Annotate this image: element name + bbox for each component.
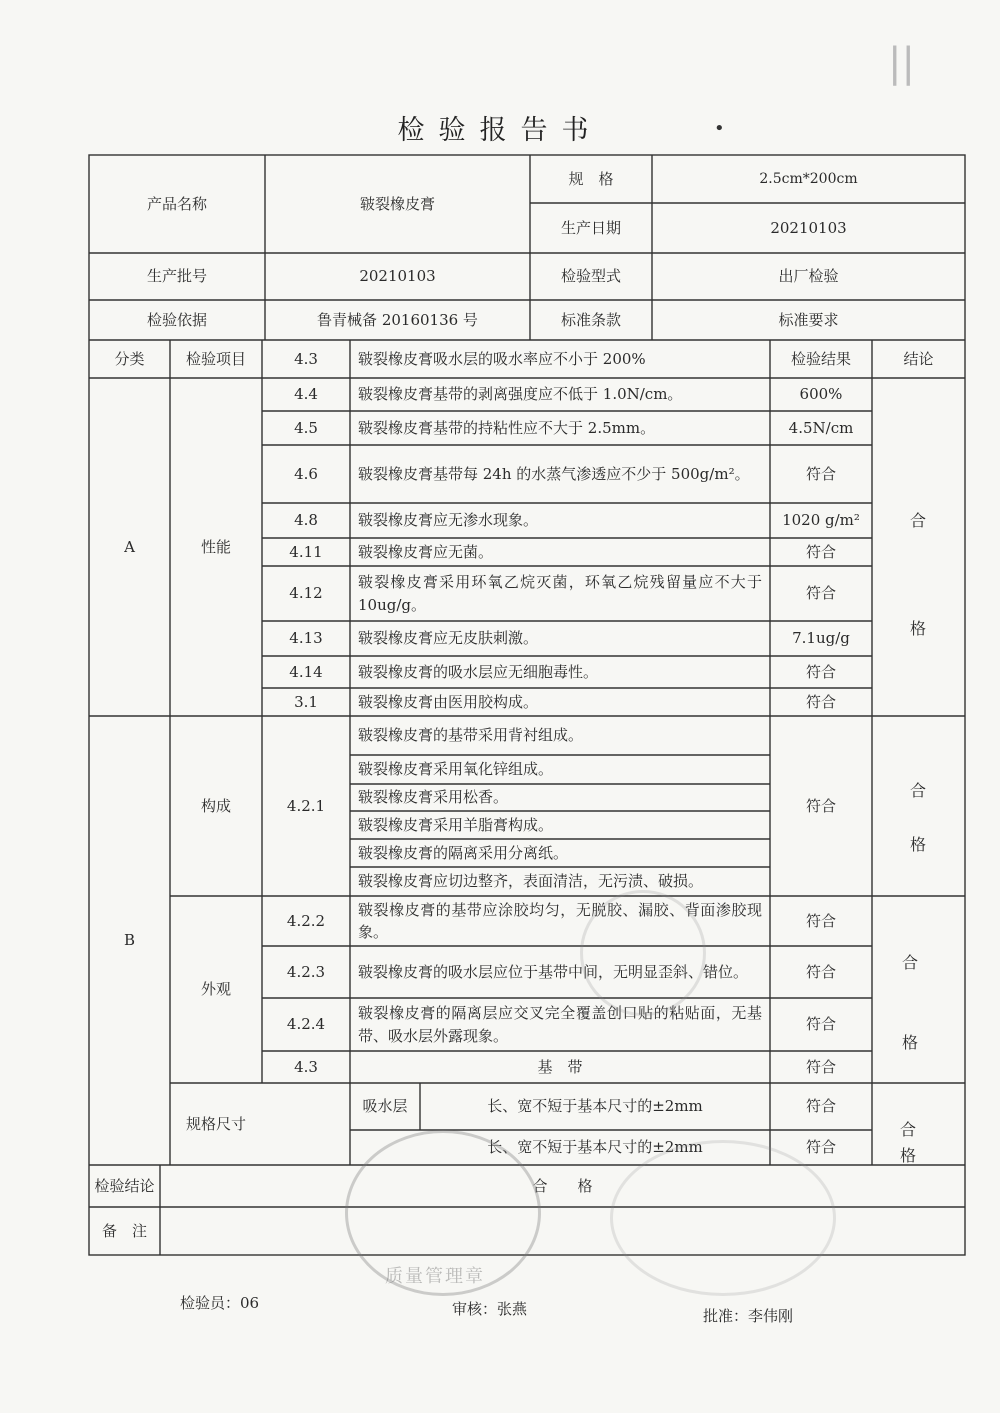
a-row-3-clause: 4.8 [294, 511, 318, 530]
first-row-clause: 4.3 [294, 349, 318, 368]
composition-req-0: 皲裂橡皮膏的基带采用背衬组成。 [358, 726, 584, 745]
appearance-row-0-clause: 4.2.2 [286, 911, 326, 930]
appearance-item: 外观 [200, 980, 231, 999]
clause-value: 标准要求 [778, 310, 839, 329]
ink-dot: • [714, 118, 725, 139]
col-conclusion: 结论 [903, 349, 934, 368]
size-row-1-result: 符合 [805, 1138, 836, 1157]
composition-item: 构成 [200, 796, 231, 815]
basis-label: 检验依据 [146, 310, 207, 329]
size-row-0-sub: 吸水层 [362, 1097, 408, 1116]
group-a-item: 性能 [200, 537, 231, 556]
faint-stamp-2 [610, 1140, 836, 1296]
batch-value: 20210103 [359, 267, 436, 286]
a-row-4-result: 符合 [805, 542, 836, 561]
composition-req-3: 皲裂橡皮膏采用羊脂膏构成。 [358, 815, 554, 834]
remarks-value [160, 1207, 965, 1255]
group-a-conclusion-2: 格 [909, 619, 926, 638]
product-name: 皲裂橡皮膏 [359, 194, 435, 213]
a-row-6-req: 皲裂橡皮膏应无皮肤刺激。 [358, 629, 539, 648]
a-row-4-clause: 4.11 [289, 542, 323, 561]
a-row-5-clause: 4.12 [289, 584, 323, 603]
size-conclusion-2: 格 [899, 1146, 916, 1165]
col-item: 检验项目 [185, 349, 246, 368]
appearance-conclusion-1: 合 [901, 953, 918, 972]
col-category: 分类 [114, 349, 145, 368]
appearance-row-2-req: 皲裂橡皮膏的隔离层应交叉完全覆盖创口贴的粘贴面，无基带、吸水层外露现象。 [358, 1004, 762, 1045]
spec-label: 规 格 [568, 169, 614, 188]
conclusion-label: 检验结论 [94, 1176, 155, 1195]
inspect-type-value: 出厂检验 [778, 267, 839, 286]
size-row-0-result: 符合 [805, 1097, 836, 1116]
quality-stamp-text: 质量管理章 [385, 1266, 485, 1287]
composition-req-1: 皲裂橡皮膏采用氧化锌组成。 [358, 760, 554, 779]
appearance-row-2-result: 符合 [805, 1015, 836, 1034]
a-row-2-result: 符合 [805, 464, 836, 483]
composition-clause: 4.2.1 [286, 796, 326, 815]
prod-date-label: 生产日期 [560, 218, 621, 237]
composition-result: 符合 [805, 796, 836, 815]
a-row-7-req: 皲裂橡皮膏的吸水层应无细胞毒性。 [358, 662, 599, 681]
approver: 批准：李伟刚 [703, 1307, 794, 1325]
a-row-3-req: 皲裂橡皮膏应无渗水现象。 [358, 511, 539, 530]
conclusion-value: 合 格 [532, 1176, 593, 1195]
composition-conclusion-1: 合 [909, 781, 926, 800]
batch-label: 生产批号 [146, 267, 207, 286]
clause-label: 标准条款 [560, 310, 621, 329]
a-row-3-result: 1020 g/m² [782, 511, 860, 530]
appearance-row-0-req: 皲裂橡皮膏的基带应涂胶均匀，无脱胶、漏胶、背面渗胶现象。 [358, 900, 762, 941]
a-row-0-req: 皲裂橡皮膏基带的剥离强度应不低于 1.0N/cm。 [358, 385, 683, 404]
faint-stamp [580, 890, 706, 1016]
appearance-conclusion-2: 格 [901, 1033, 918, 1052]
a-row-1-req: 皲裂橡皮膏基带的持粘性应不大于 2.5mm。 [358, 418, 656, 437]
inspect-type-label: 检验型式 [560, 267, 621, 286]
a-row-8-result: 符合 [805, 692, 836, 711]
a-row-5-result: 符合 [805, 584, 836, 603]
a-row-6-clause: 4.13 [289, 629, 323, 648]
appearance-row-1-clause: 4.2.3 [286, 962, 326, 981]
size-item: 规格尺寸 [185, 1114, 246, 1133]
a-row-0-result: 600% [799, 385, 843, 404]
a-row-7-clause: 4.14 [289, 662, 323, 681]
a-row-8-clause: 3.1 [294, 692, 318, 711]
appearance-row-1-result: 符合 [805, 962, 836, 981]
appearance-row-0-result: 符合 [805, 911, 836, 930]
size-row-1-req: 长、宽不短于基本尺寸的±2mm [487, 1138, 703, 1157]
a-row-5-req: 皲裂橡皮膏采用环氧乙烷灭菌，环氧乙烷残留量应不大于 10ug/g。 [358, 573, 762, 614]
a-row-2-clause: 4.6 [294, 464, 318, 483]
composition-req-5: 皲裂橡皮膏应切边整齐，表面清洁，无污渍、破损。 [358, 872, 704, 891]
composition-req-2: 皲裂橡皮膏采用松香。 [358, 788, 509, 807]
appearance-row-1-req: 皲裂橡皮膏的吸水层应位于基带中间，无明显歪斜、错位。 [358, 962, 749, 981]
group-a-conclusion-1: 合 [909, 511, 926, 530]
basis-value: 鲁青械备 20160136 号 [317, 310, 478, 329]
a-row-8-req: 皲裂橡皮膏由医用胶构成。 [358, 692, 539, 711]
corner-mark: || [888, 40, 915, 86]
a-row-7-result: 符合 [805, 662, 836, 681]
size-conclusion-1: 合 [899, 1120, 916, 1139]
page-title: 检验报告书 [397, 115, 603, 146]
base-row-req: 基 带 [537, 1057, 583, 1076]
composition-req-4: 皲裂橡皮膏的隔离采用分离纸。 [358, 843, 569, 862]
prod-date-value: 20210103 [770, 218, 847, 237]
inspector: 检验员：06 [180, 1294, 260, 1312]
a-row-1-clause: 4.5 [294, 418, 318, 437]
remarks-label: 备 注 [101, 1221, 147, 1240]
a-row-6-result: 7.1ug/g [792, 629, 850, 648]
a-row-1-result: 4.5N/cm [788, 418, 854, 437]
product-name-label: 产品名称 [146, 194, 207, 213]
group-a-category: A [124, 537, 135, 556]
a-row-4-req: 皲裂橡皮膏应无菌。 [358, 542, 494, 561]
appearance-row-2-clause: 4.2.4 [286, 1015, 326, 1034]
col-result: 检验结果 [790, 349, 851, 368]
base-row-result: 符合 [805, 1057, 836, 1076]
group-b-category: B [123, 931, 136, 950]
first-row-req: 皲裂橡皮膏吸水层的吸水率应不小于 200% [358, 349, 646, 368]
base-row-clause: 4.3 [294, 1057, 318, 1076]
composition-conclusion-2: 格 [909, 835, 926, 854]
a-row-2-req: 皲裂橡皮膏基带每 24h 的水蒸气渗透应不少于 500g/m²。 [358, 464, 750, 483]
size-row-0-req: 长、宽不短于基本尺寸的±2mm [487, 1097, 703, 1116]
spec-value: 2.5cm*200cm [759, 170, 858, 187]
a-row-0-clause: 4.4 [294, 385, 318, 404]
reviewer: 审核：张燕 [452, 1300, 528, 1318]
